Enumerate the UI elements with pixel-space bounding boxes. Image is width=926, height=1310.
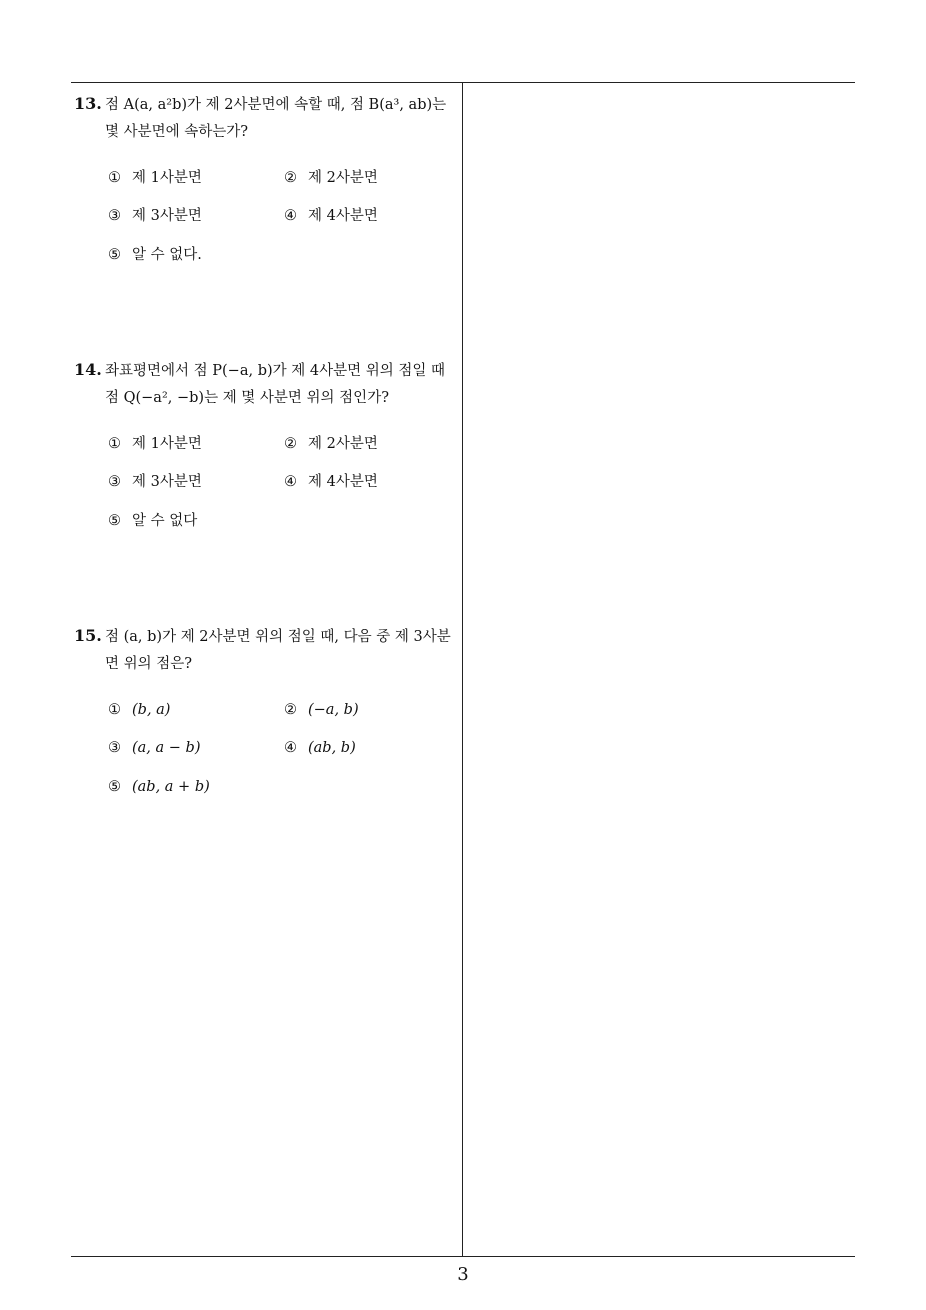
bottom-rule bbox=[71, 1256, 855, 1257]
question-text: 점 A(a, a²b)가 제 2사분면에 속할 때, 점 B(a³, ab)는 몇 사분면에 속하는가? bbox=[105, 97, 447, 140]
option-5[interactable] bbox=[108, 511, 197, 531]
question-stem bbox=[74, 622, 458, 678]
option-marker: ③ bbox=[108, 740, 121, 756]
option-text: 제 4사분면 bbox=[308, 474, 378, 490]
option-marker: ① bbox=[108, 170, 121, 186]
answer-options bbox=[74, 168, 458, 288]
option-marker: ② bbox=[284, 702, 297, 718]
question-number: 14. bbox=[74, 360, 102, 379]
option-marker: ② bbox=[284, 170, 297, 186]
question-15 bbox=[74, 622, 458, 820]
option-text: (a, a − b) bbox=[132, 740, 201, 756]
option-marker: ④ bbox=[284, 740, 297, 756]
option-4[interactable] bbox=[284, 738, 356, 758]
question-stem bbox=[74, 356, 458, 412]
answer-options bbox=[74, 434, 458, 554]
top-rule bbox=[71, 82, 855, 83]
option-text: (−a, b) bbox=[308, 702, 359, 718]
option-4[interactable] bbox=[284, 206, 378, 226]
option-text: (ab, a + b) bbox=[132, 779, 210, 795]
option-text: 제 3사분면 bbox=[132, 474, 202, 490]
option-marker: ③ bbox=[108, 208, 121, 224]
question-text: 좌표평면에서 점 P(−a, b)가 제 4사분면 위의 점일 때 점 Q(−a², −b)는 제 몇 사분면 위의 점인가? bbox=[105, 363, 445, 406]
option-1[interactable] bbox=[108, 168, 202, 188]
question-13 bbox=[74, 90, 458, 288]
option-5[interactable] bbox=[108, 245, 202, 265]
option-marker: ⑤ bbox=[108, 247, 121, 263]
option-1[interactable] bbox=[108, 434, 202, 454]
option-marker: ④ bbox=[284, 474, 297, 490]
question-14 bbox=[74, 356, 458, 554]
question-number: 13. bbox=[74, 94, 102, 113]
option-text: 알 수 없다. bbox=[132, 247, 202, 263]
option-2[interactable] bbox=[284, 168, 378, 188]
page-number: 3 bbox=[457, 1264, 469, 1285]
option-text: 제 2사분면 bbox=[308, 170, 378, 186]
option-marker: ① bbox=[108, 702, 121, 718]
option-marker: ⑤ bbox=[108, 513, 121, 529]
option-3[interactable] bbox=[108, 472, 202, 492]
answer-options bbox=[74, 700, 458, 820]
option-text: (ab, b) bbox=[308, 740, 356, 756]
option-text: 제 4사분면 bbox=[308, 208, 378, 224]
option-1[interactable] bbox=[108, 700, 170, 720]
option-text: 제 1사분면 bbox=[132, 436, 202, 452]
option-2[interactable] bbox=[284, 434, 378, 454]
option-marker: ⑤ bbox=[108, 779, 121, 795]
question-number: 15. bbox=[74, 626, 102, 645]
option-marker: ① bbox=[108, 436, 121, 452]
option-marker: ② bbox=[284, 436, 297, 452]
option-3[interactable] bbox=[108, 206, 202, 226]
option-marker: ④ bbox=[284, 208, 297, 224]
option-text: 알 수 없다 bbox=[132, 513, 198, 529]
option-text: 제 3사분면 bbox=[132, 208, 202, 224]
option-text: 제 1사분면 bbox=[132, 170, 202, 186]
question-text: 점 (a, b)가 제 2사분면 위의 점일 때, 다음 중 제 3사분면 위의 점은? bbox=[105, 629, 451, 672]
option-text: 제 2사분면 bbox=[308, 436, 378, 452]
option-text: (b, a) bbox=[132, 702, 171, 718]
option-2[interactable] bbox=[284, 700, 359, 720]
option-5[interactable] bbox=[108, 777, 210, 797]
option-marker: ③ bbox=[108, 474, 121, 490]
option-4[interactable] bbox=[284, 472, 378, 492]
option-3[interactable] bbox=[108, 738, 200, 758]
column-divider bbox=[462, 82, 463, 1256]
question-stem bbox=[74, 90, 458, 146]
